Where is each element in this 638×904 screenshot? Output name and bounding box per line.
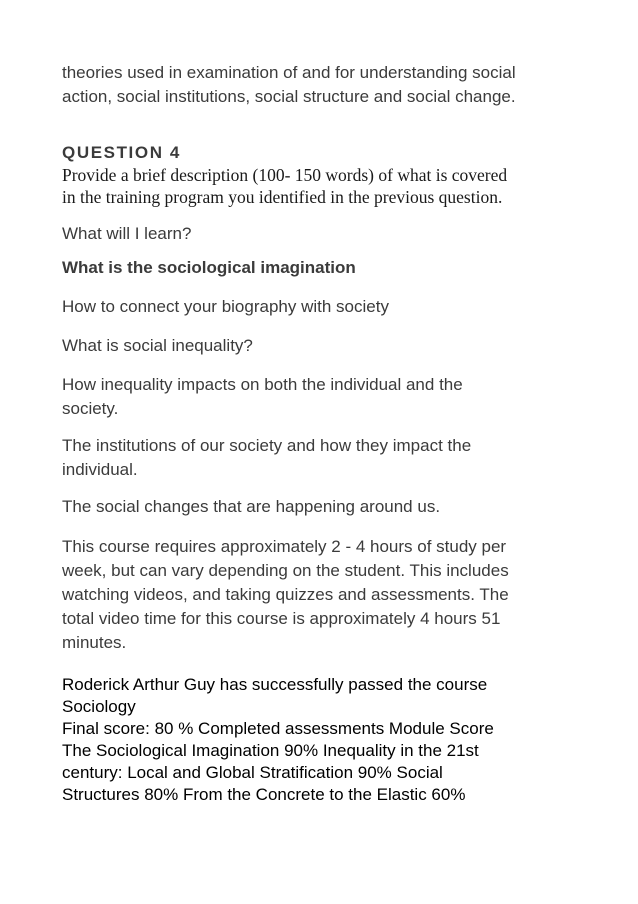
- course-info-paragraph: [62, 535, 582, 655]
- course-result-line: Sociology: [62, 697, 136, 716]
- course-info-line: week, but can vary depending on the student. This includes: [62, 561, 509, 580]
- course-info-line: total video time for this course is approximately 4 hours 51: [62, 609, 501, 628]
- learn-item-line: The institutions of our society and how they impact the: [62, 436, 472, 455]
- course-result-line: The Sociological Imagination 90% Inequality in the 21st: [62, 741, 479, 760]
- question-line: in the training program you identified in the previous question.: [62, 187, 503, 207]
- course-info-line: This course requires approximately 2 - 4 hours of study per: [62, 537, 507, 556]
- course-result-line: Structures 80% From the Concrete to the Elastic 60%: [62, 785, 466, 804]
- intro-paragraph: [62, 61, 582, 109]
- learn-item-line: society.: [62, 399, 119, 418]
- what-will-i-learn: What will I learn?: [62, 224, 192, 243]
- learn-item-line: How inequality impacts on both the individual and the: [62, 375, 463, 394]
- course-info-line: minutes.: [62, 633, 127, 652]
- learn-item-sociological-imagination: What is the sociological imagination: [62, 258, 356, 277]
- course-result-line: Roderick Arthur Guy has successfully passed the course: [62, 675, 488, 694]
- course-result-line: Final score: 80 % Completed assessments Module Score: [62, 719, 494, 738]
- learn-item-inequality: What is social inequality?: [62, 336, 253, 355]
- learn-item-institutions: [62, 434, 582, 482]
- question-line: Provide a brief description (100- 150 words) of what is covered: [62, 165, 508, 185]
- course-info-line: watching videos, and taking quizzes and assessments. The: [62, 585, 509, 604]
- learn-item-inequality-impacts: [62, 373, 582, 421]
- intro-line: action, social institutions, social structure and social change.: [62, 87, 516, 106]
- question-heading: QUESTION 4: [62, 143, 181, 162]
- course-result-paragraph: [62, 674, 582, 806]
- learn-item-biography: How to connect your biography with society: [62, 297, 389, 316]
- intro-line: theories used in examination of and for understanding social: [62, 63, 516, 82]
- course-result-line: century: Local and Global Stratification 90% Social: [62, 763, 443, 782]
- learn-item-line: individual.: [62, 460, 138, 479]
- learn-item-changes: The social changes that are happening around us.: [62, 497, 441, 516]
- question-prompt: [62, 164, 582, 208]
